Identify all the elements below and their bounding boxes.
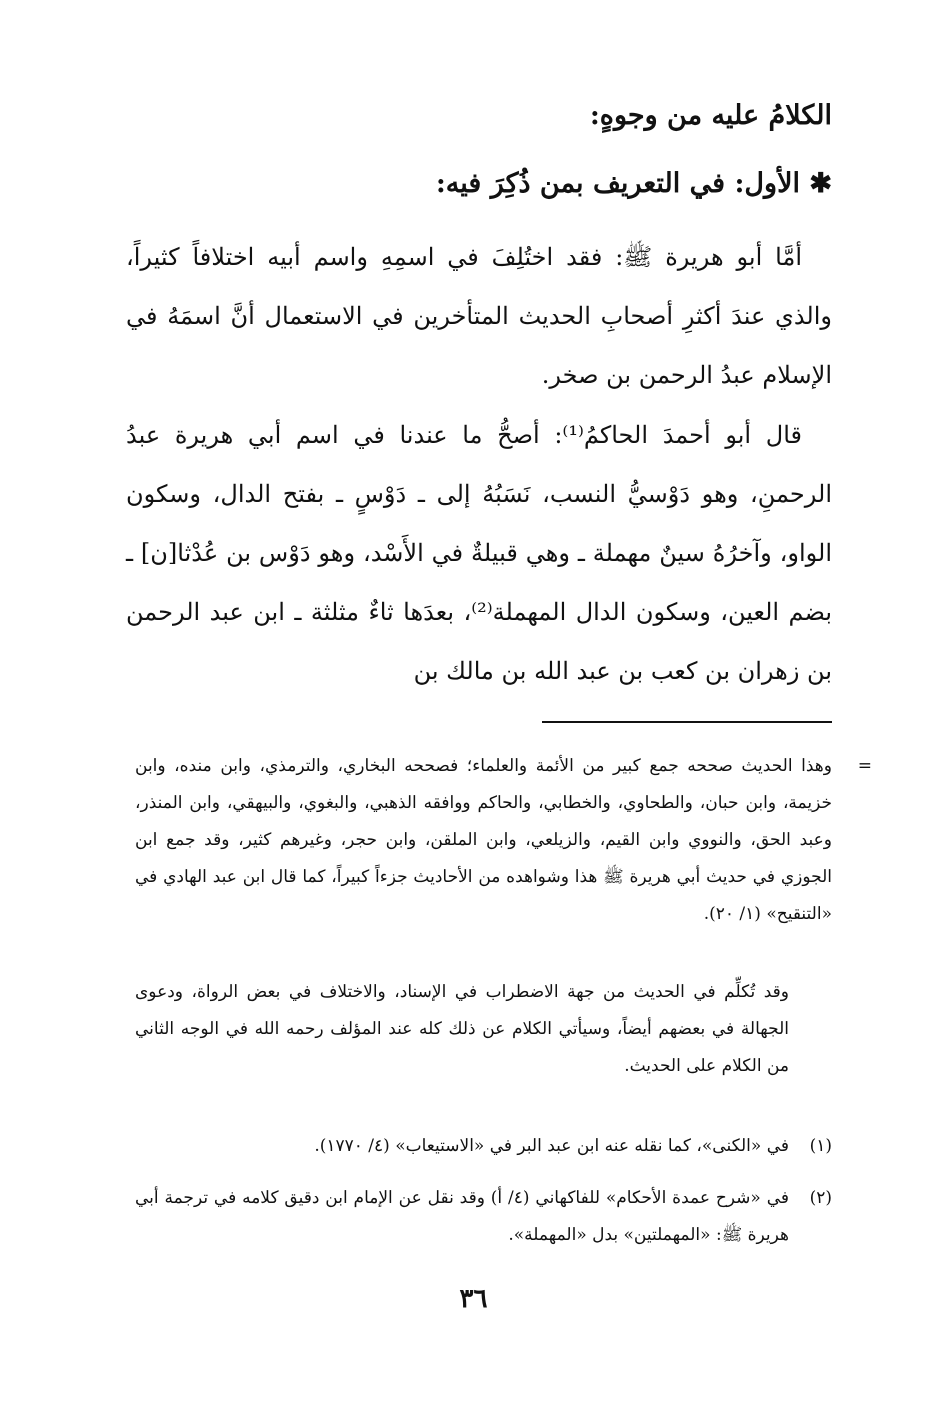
footnote-text: في «شرح عمدة الأحكام» للفاكهاني (٤/ أ) وقد نقل عن الإمام ابن دقيق كلامه في ترجمة أبي هريرة ﷺ: «المهملتين» بدل «المهملة».	[135, 1188, 789, 1245]
footnote-continued	[135, 748, 872, 933]
body-paragraph-2: قال أبو أحمدَ الحاكمُ⁽¹⁾: أصحُّ ما عندنا في اسم أبي هريرة عبدُ الرحمنِ، وهو دَوْسيُّ النسب، نَسَبُهُ إلى ـ دَوْسٍ ـ بفتح الدال، وسكون الواو، وآخرُهُ سينٌ مهملة ـ وهي قبيلةٌ في الأَسْد، وهو دَوْس بن عُدْثا[ن] ـ بضم العين، وسكون الدال المهملة⁽²⁾، بعدَها ثاءٌ مثلثة ـ ابن عبد الرحمن بن زهران بن كعب بن عبد الله بن مالك بن	[126, 421, 832, 685]
footnote-number: (٢)	[809, 1188, 832, 1208]
footnote-number: (١)	[809, 1136, 832, 1156]
footnote-1	[135, 1128, 832, 1165]
footnote-text: في «الكنى»، كما نقله عنه ابن عبد البر في «الاستيعاب» (٤/ ١٧٧٠).	[314, 1136, 789, 1156]
footnote-extra-paragraph: وقد تُكلِّم في الحديث من جهة الاضطراب في الإسناد، والاختلاف في بعض الرواة، ودعوى الجهالة في بعضهم أيضاً، وسيأتي الكلام عن ذلك كله عند المؤلف رحمه الله في الوجه الثاني من الكلام على الحديث.	[135, 982, 789, 1076]
continuation-marker: =	[857, 756, 872, 776]
page-number: ٣٦	[459, 1284, 488, 1314]
body-paragraph-1: أمَّا أبو هريرة ﷺ: فقد اختُلِفَ في اسمِهِ واسم أبيه اختلافاً كثيراً، والذي عندَ أكثرِ أصحابِ الحديث المتأخرين في الاستعمال أنَّ اسمَهُ في الإسلام عبدُ الرحمن بن صخر.	[126, 243, 832, 389]
section-heading: الكلامُ عليه من وجوهٍ:	[589, 100, 832, 131]
footnote-separator	[542, 721, 832, 723]
subsection-heading: ✱ الأول: في التعريف بمن ذُكِرَ فيه:	[435, 168, 832, 199]
footnote-continued-text: وهذا الحديث صححه جمع كبير من الأئمة والعلماء؛ فصححه البخاري، والترمذي، وابن منده، وابن خزيمة، وابن حبان، والطحاوي، والخطابي، والحاكم ووافقه الذهبي، والبغوي، والبيهقي، وابن المنذر، وعبد الحق، والنووي وابن القيم، والزيلعي، وابن الملقن، وابن حجر، وغيرهم كثير، وقد جمع ابن الجوزي في حديث أبي هريرة ﷺ هذا وشواهده من الأحاديث جزءاً كبيراً، كما قال ابن عبد الهادي في «التنقيح» (١/ ٢٠).	[135, 756, 832, 924]
footnote-2	[135, 1180, 832, 1254]
